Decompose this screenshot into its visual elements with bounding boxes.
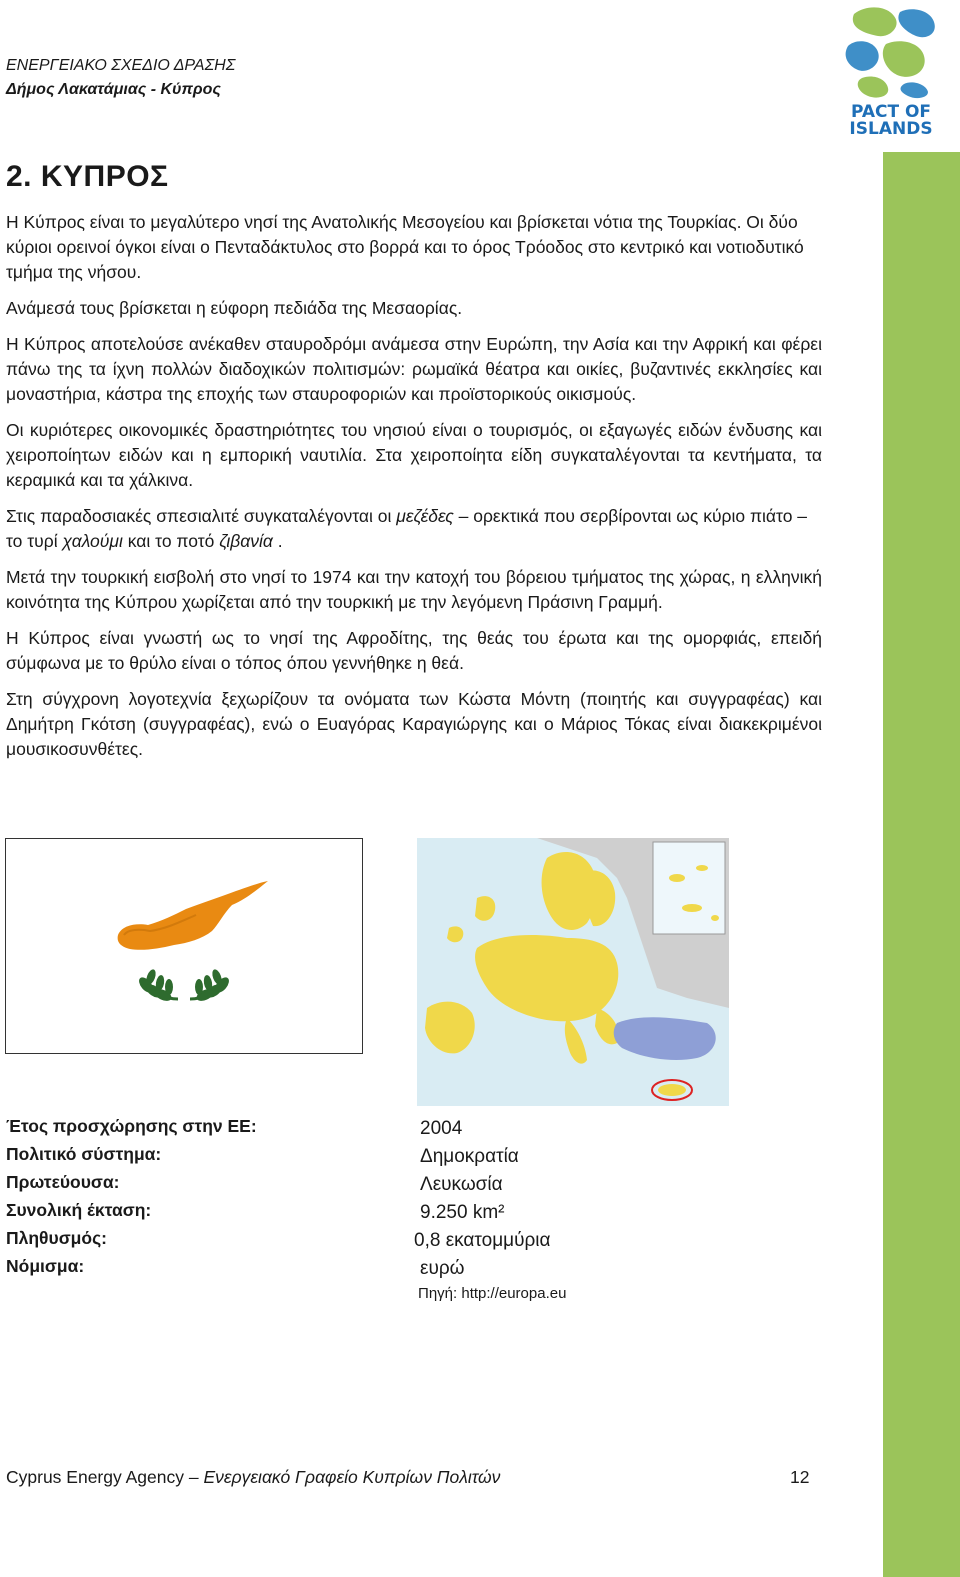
pact-of-islands-logo xyxy=(842,4,940,138)
fact-value: 2004 xyxy=(420,1118,463,1139)
fact-row xyxy=(6,1172,706,1200)
green-side-bar xyxy=(883,152,960,1577)
paragraph: Η Κύπρος είναι το μεγαλύτερο νησί της Ανατολικής Μεσογείου και βρίσκεται νότια της Τουρκίας. Οι δύο κύριοι ορεινοί όγκοι είναι ο Πενταδάκτυλος στο βορρά και το όρος Τρόοδος στο κεντρικό και νοτιοδυτικό τμήμα της νήσου. xyxy=(6,212,804,282)
fact-label: Πολιτικό σύστημα: xyxy=(6,1144,162,1164)
footer-office: Ενεργειακό Γραφείο Κυπρίων Πολιτών xyxy=(203,1467,501,1487)
logo-text-pact: PACT OF xyxy=(850,102,932,122)
cyprus-flag-image xyxy=(5,838,363,1054)
paragraph: Μετά την τουρκική εισβολή στο νησί το 1974 και την κατοχή του βόρειου τμήματος της χώρας, η ελληνική κοινότητα της Κύπρου χωρίζεται από την τουρκική με την λεγόμενη Πράσινη Γραμμή. xyxy=(6,567,822,612)
page-number: 12 xyxy=(790,1467,810,1487)
paragraph: Ανάμεσά τους βρίσκεται η εύφορη πεδιάδα της Μεσαορίας. xyxy=(6,298,463,318)
fact-label: Νόμισμα: xyxy=(6,1256,85,1276)
footer-agency: Cyprus Energy Agency xyxy=(6,1467,185,1487)
body-text xyxy=(6,210,822,773)
source-note: Πηγή: http://europa.eu xyxy=(418,1285,567,1302)
islands-logo-icon xyxy=(842,4,940,100)
fact-label: Έτος προσχώρησης στην ΕΕ: xyxy=(6,1116,257,1136)
header-subtitle: Δήμος Λακατάμιας - Κύπρος xyxy=(6,81,221,98)
paragraph: Οι κυριότερες οικονομικές δραστηριότητες του νησιού είναι ο τουρισμός, οι εξαγωγές ειδών ένδυσης και χειροποίητων ειδών και η εμπορική ναυτιλία. Στα χειροποίητα είδη συγκαταλέγονται τα κεντήματα, τα κεραμικά και τα χάλκινα. xyxy=(6,420,822,490)
fact-label: Πληθυσμός: xyxy=(6,1228,108,1248)
country-facts xyxy=(6,1116,706,1284)
page-footer xyxy=(6,1467,500,1488)
fact-value: 0,8 εκατομμύρια xyxy=(414,1230,551,1251)
italic-term: χαλούμι xyxy=(62,531,123,551)
fact-value: ευρώ xyxy=(420,1258,465,1279)
fact-value: Λευκωσία xyxy=(420,1174,503,1195)
eu-map-image xyxy=(417,838,729,1106)
cyprus-flag-icon xyxy=(6,839,362,1053)
section-title: 2. ΚΥΠΡΟΣ xyxy=(6,160,169,193)
header-title: ΕΝΕΡΓΕΙΑΚΟ ΣΧΕΔΙΟ ΔΡΑΣΗΣ xyxy=(6,57,236,74)
italic-term: μεζέδες xyxy=(396,506,454,526)
fact-label: Συνολική έκταση: xyxy=(6,1200,152,1220)
fact-label: Πρωτεύουσα: xyxy=(6,1172,120,1192)
paragraph: Η Κύπρος αποτελούσε ανέκαθεν σταυροδρόμι ανάμεσα στην Ευρώπη, την Ασία και την Αφρική και φέρει πάνω της τα ίχνη πολλών διαδοχικών πολιτισμών: ρωμαϊκά θέατρα και οικίες, βυζαντινές εκκλησίες και μοναστήρια, κάστρα της εποχής των σταυροφοριών και προϊστορικούς οικισμούς. xyxy=(6,334,822,404)
text-span: Στις παραδοσιακές σπεσιαλιτέ συγκαταλέγονται οι xyxy=(6,506,397,526)
document-header xyxy=(6,54,235,102)
paragraph-specialties xyxy=(6,504,822,554)
fact-value: Δημοκρατία xyxy=(420,1146,519,1167)
paragraph: Στη σύγχρονη λογοτεχνία ξεχωρίζουν τα ονόματα των Κώστα Μόντη (ποιητής και συγγραφέας) και Δημήτρη Γκότση (συγγραφέας), ενώ ο Ευαγόρας Καραγιώργης και ο Μάριος Τόκας είναι διακεκριμένοι μουσικοσυνθέτες. xyxy=(6,689,822,759)
text-span: – ορεκτικά που σερβίρονται ως κύριο πιάτο – το τυρί xyxy=(6,506,808,551)
italic-term: ζιβανία xyxy=(219,531,273,551)
fact-row xyxy=(6,1228,706,1256)
fact-row xyxy=(6,1256,706,1284)
text-span: . xyxy=(272,531,283,551)
footer-dash: – xyxy=(184,1467,204,1487)
fact-row xyxy=(6,1116,706,1144)
eu-map-icon xyxy=(417,838,729,1106)
paragraph: Η Κύπρος είναι γνωστή ως το νησί της Αφροδίτης, της θεάς του έρωτα και της ομορφιάς, επειδή σύμφωνα με το θρύλο είναι ο τόπος όπου γεννήθηκε η θεά. xyxy=(6,628,822,673)
fact-row xyxy=(6,1144,706,1172)
fact-value: 9.250 km² xyxy=(420,1202,505,1223)
logo-text-islands: ISLANDS xyxy=(849,119,933,139)
fact-row xyxy=(6,1200,706,1228)
text-span: και το ποτό xyxy=(122,531,220,551)
